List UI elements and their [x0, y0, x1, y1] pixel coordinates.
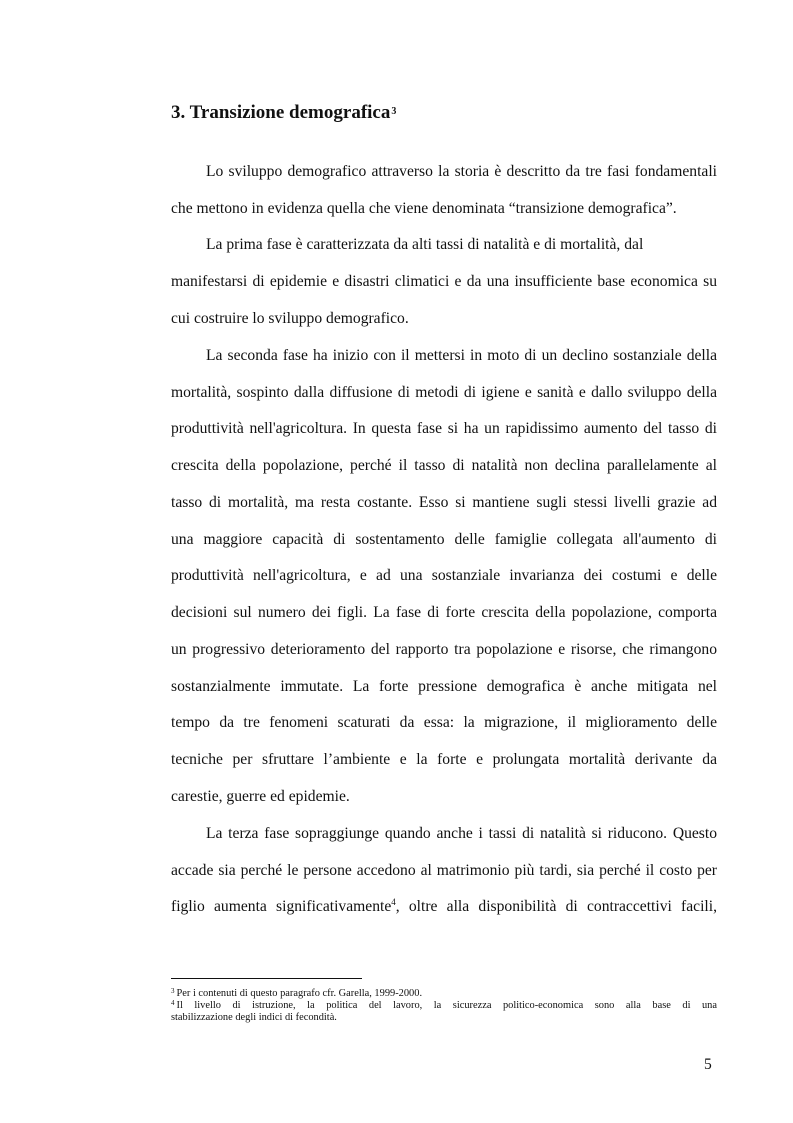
body-line: mortalità, sospinto dalla diffusione di metodi di igiene e sanità e dallo sviluppo della: [171, 384, 717, 401]
body-line: tecniche per sfruttare l’ambiente e la forte e prolungata mortalità derivante da: [171, 751, 717, 768]
body-line: sostanzialmente immutate. La forte pressione demografica è anche mitigata nel: [171, 678, 717, 695]
footnote-4: [171, 1000, 717, 1013]
body-line: decisioni sul numero dei figli. La fase di forte crescita della popolazione, comporta: [171, 604, 717, 621]
body-line: un progressivo deterioramento del rapporto tra popolazione e risorse, che rimangono: [171, 641, 717, 658]
body-line: produttività nell'agricoltura. In questa fase si ha un rapidissimo aumento del tasso di: [171, 420, 717, 437]
body-line: cui costruire lo sviluppo demografico.: [171, 310, 409, 327]
body-line: crescita della popolazione, perché il tasso di natalità non declina parallelamente al: [171, 457, 717, 474]
body-line: una maggiore capacità di sostentamento delle famiglie collegata all'aumento di: [171, 531, 717, 548]
footnote-3: [171, 988, 717, 1001]
footnote-ref-4: 4: [391, 897, 396, 907]
footnote-text: Il livello di istruzione, la politica del lavoro, la sicurezza politico-economica sono alla base di una: [176, 1000, 717, 1011]
body-line: La terza fase sopraggiunge quando anche i tassi di natalità si riducono. Questo: [206, 825, 717, 842]
body-line: produttività nell'agricoltura, e ad una sostanziale invarianza dei costumi e delle: [171, 567, 717, 584]
footnote-separator: [171, 978, 362, 979]
body-line: Lo sviluppo demografico attraverso la storia è descritto da tre fasi fondamentali: [206, 163, 717, 180]
footnote-4-continuation: stabilizzazione degli indici di fecondità.: [171, 1012, 337, 1023]
section-heading-text: 3. Transizione demografica: [171, 102, 391, 123]
body-line: La prima fase è caratterizzata da alti tassi di natalità e di mortalità, dal: [206, 236, 644, 253]
body-line: La seconda fase ha inizio con il mettersi in moto di un declino sostanziale della: [206, 347, 717, 364]
body-line: manifestarsi di epidemie e disastri climatici e da una insufficiente base economica su: [171, 273, 717, 290]
footnote-ref-3: 3: [391, 106, 397, 117]
body-line-text: figlio aumenta significativamente: [171, 898, 392, 915]
footnote-number: 3: [171, 987, 175, 995]
body-line: carestie, guerre ed epidemie.: [171, 788, 350, 805]
section-heading: [171, 101, 396, 128]
footnote-text: Per i contenuti di questo paragrafo cfr. Garella, 1999-2000.: [176, 988, 423, 999]
page-number: 5: [704, 1056, 712, 1073]
body-line: che mettono in evidenza quella che viene denominata “transizione demografica”.: [171, 200, 677, 217]
body-line: accade sia perché le persone accedono al matrimonio più tardi, sia perché il costo per: [171, 862, 717, 879]
body-line: tempo da tre fenomeni scaturati da essa: la migrazione, il miglioramento delle: [171, 714, 717, 731]
body-line-text: , oltre alla disponibilità di contraccettivi facili,: [395, 898, 717, 915]
footnote-number: 4: [171, 999, 175, 1007]
body-line: tasso di mortalità, ma resta costante. Esso si mantiene sugli stessi livelli grazie ad: [171, 494, 717, 511]
body-line-with-footnote: [171, 897, 717, 918]
